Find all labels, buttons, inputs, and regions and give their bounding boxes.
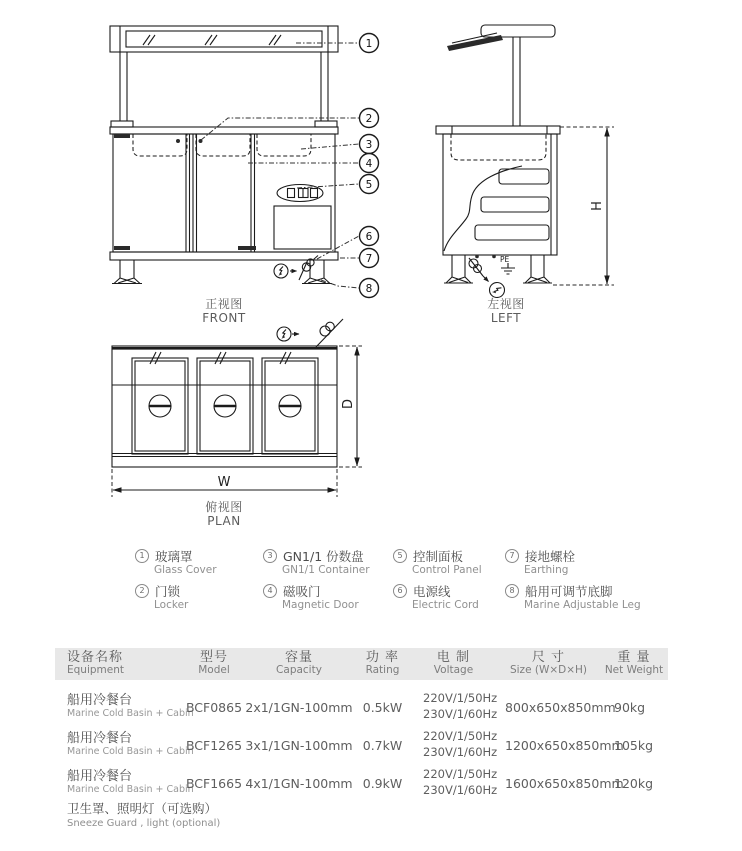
cell-voltage [410,767,497,798]
header-cell-equipment [55,651,185,677]
power-cord-symbol-plan [277,319,343,347]
legend-item-earthing [505,548,641,576]
voltage-line-1: 220V/1/50Hz [423,729,498,744]
legend-item-control-panel [393,548,482,576]
cell-equipment [55,693,194,720]
equipment-name-cn: 船用冷餐台 [67,693,133,709]
dim-d-label: D [341,398,356,410]
header-en: Net Weight [604,664,664,677]
callout-1-number: 1 [365,37,373,50]
legend-item-electric-cord [393,583,482,611]
legend-label-cn: 接地螺栓 [525,548,576,564]
equipment-name-en: Marine Cold Basin + Cabin [67,746,194,757]
callout-2-number: 2 [365,112,373,125]
cell-voltage [410,691,497,722]
table-body [55,688,668,802]
cell-model: BCF1665 [185,775,243,791]
voltage-line-1: 220V/1/50Hz [423,691,498,706]
plan-view-label-cn: 俯视图 [205,500,243,514]
legend-label-cn: GN1/1 份数盘 [283,548,364,564]
callout-4-number: 4 [365,157,373,170]
callout-number-badge: 3 [263,549,277,563]
cell-weight: 90kg [614,699,646,715]
header-cn: 功 率 [365,650,400,666]
power-cord-symbol [274,256,318,281]
dim-w-label: W [217,475,231,490]
header-en: Voltage [433,664,474,677]
header-cell-capacity [243,651,355,677]
legend-item-gn-container [263,548,370,576]
dim-h-label: H [590,201,605,211]
callout-8 [360,279,379,298]
cell-capacity: 4x1/1GN-100mm [245,775,353,791]
callout-6 [360,227,379,246]
legend-label-en: Magnetic Door [282,599,359,611]
legend-label-en: Control Panel [412,564,482,576]
equipment-name-cn: 船用冷餐台 [67,769,133,785]
cell-rating: 0.5kW [362,699,403,715]
equipment-name-en: Marine Cold Basin + Cabin [67,784,194,795]
electric-flash-icon [274,264,288,278]
plan-view-label-en: PLAN [207,514,241,528]
header-cn: 型号 [199,650,228,666]
cell-rating: 0.7kW [362,737,403,753]
legend-label-cn: 控制面板 [413,548,464,564]
callout-5 [360,175,379,194]
cell-model: BCF0865 [185,699,243,715]
voltage-line-2: 230V/1/60Hz [423,707,498,721]
header-cell-size [497,651,600,677]
voltage-line-1: 220V/1/50Hz [423,767,498,782]
header-en: Capacity [276,664,322,677]
legend-column-4 [505,548,641,618]
legend-item-magnetic-door [263,583,370,611]
voltage-line-2: 230V/1/60Hz [423,745,498,759]
equipment-name-cn: 船用冷餐台 [67,731,133,747]
callout-7 [360,249,379,268]
voltage-line-2: 230V/1/60Hz [423,783,498,797]
header-cn: 设备名称 [67,650,124,666]
legend-label-cn: 门锁 [155,583,181,599]
front-view [110,26,379,325]
legend-label-cn: 磁吸门 [283,583,321,599]
table-row [55,764,668,802]
callout-1 [360,34,379,53]
cell-size: 1600x650x850mm [505,775,624,791]
legend-label-en: Earthing [524,564,569,576]
header-cn: 尺 寸 [531,650,566,666]
gn-pans-plan [132,352,318,454]
callout-8-number: 8 [365,282,373,295]
legend-column-1 [135,548,217,618]
vent-grille [274,206,331,249]
callout-number-badge: 4 [263,584,277,598]
callout-2 [360,109,379,128]
callout-number-badge: 7 [505,549,519,563]
front-view-label-cn: 正视图 [205,297,243,311]
front-view-label-en: FRONT [202,311,246,325]
callout-3 [360,135,379,154]
cell-capacity: 2x1/1GN-100mm [245,699,353,715]
callout-7-number: 7 [365,252,373,265]
table-row [55,726,668,764]
glass-cover [110,26,338,52]
callout-4 [360,154,379,173]
legend-label-en: Marine Adjustable Leg [524,599,641,611]
dimension-w [112,469,337,497]
header-cn: 容量 [284,650,313,666]
legend-column-3 [393,548,482,618]
cell-size: 800x650x850mm [505,699,616,715]
legend-label-en: GN1/1 Container [282,564,370,576]
callout-6-number: 6 [365,230,373,243]
legend-label-cn: 船用可调节底脚 [525,583,613,599]
callout-number-badge: 6 [393,584,407,598]
cell-weight: 120kg [614,775,654,791]
equipment-name-en: Marine Cold Basin + Cabin [67,708,194,719]
optional-note-cn: 卫生罩、照明灯（可选购） [67,801,218,816]
plan-view [112,319,362,528]
legend-column-2 [263,548,370,618]
legend-label-en: Electric Cord [412,599,479,611]
cell-model: BCF1265 [185,737,243,753]
control-panel [277,185,323,202]
header-en: Rating [365,664,400,677]
optional-note-en: Sneeze Guard , light (optional) [67,818,221,829]
header-cn: 电 制 [436,650,471,666]
cell-equipment [55,731,194,758]
table-header-row [55,648,668,680]
header-en: Equipment [67,664,124,677]
electric-flash-icon [277,327,291,341]
callout-3-number: 3 [365,138,373,151]
cell-capacity: 3x1/1GN-100mm [245,737,353,753]
legend-label-cn: 电源线 [413,583,451,599]
cutaway-curve [444,166,522,251]
table-row [55,688,668,726]
callout-number-badge: 1 [135,549,149,563]
cell-equipment [55,769,194,796]
cell-voltage [410,729,497,760]
legend-label-en: Locker [154,599,189,611]
legend-label-en: Glass Cover [154,564,217,576]
callout-number-badge: 5 [393,549,407,563]
left-view [436,25,614,325]
dimension-d [339,346,362,467]
adjustable-legs-left [444,255,552,283]
pe-label: PE [500,255,510,264]
earthing-symbol [500,255,515,274]
dimension-h [553,127,614,285]
left-view-label-cn: 左视图 [487,297,525,311]
header-cell-model [185,651,243,677]
legend-item-adjustable-leg [505,583,641,611]
spec-table [55,648,668,802]
callout-number-badge: 2 [135,584,149,598]
cell-rating: 0.9kW [362,775,403,791]
gn-containers [133,134,311,156]
header-cell-rating [355,651,410,677]
left-view-label-en: LEFT [490,311,522,325]
header-cell-voltage [410,651,497,677]
legend-label-cn: 玻璃罩 [155,548,193,564]
header-en: Size (W×D×H) [509,664,588,677]
legend-item-locker [135,583,217,611]
callout-5-number: 5 [365,178,373,191]
callout-number-badge: 8 [505,584,519,598]
header-cell-weight [600,651,668,677]
legend-item-glass-cover [135,548,217,576]
cell-weight: 105kg [614,737,654,753]
header-en: Model [198,664,230,677]
header-cn: 重 量 [617,650,651,666]
optional-note [67,801,220,830]
cell-size: 1200x650x850mm [505,737,624,753]
